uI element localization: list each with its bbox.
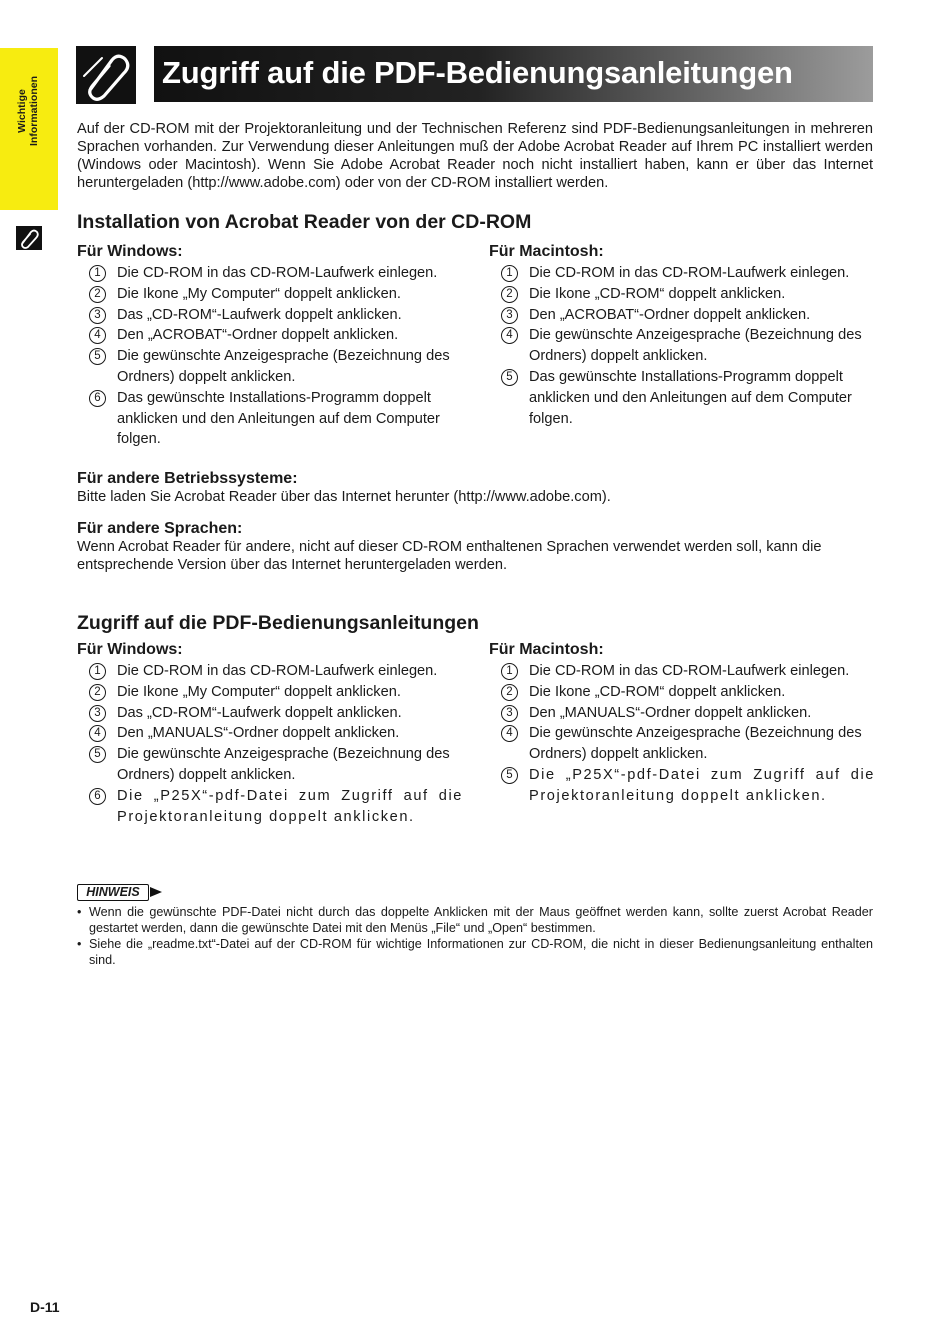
step-number: 4 — [89, 725, 106, 742]
list-item — [77, 263, 463, 284]
step-text: Den „ACROBAT“-Ordner doppelt anklicken. — [117, 327, 399, 344]
other-os-block — [77, 470, 873, 506]
install-mac-heading: Für Macintosh: — [489, 243, 604, 260]
list-item — [77, 723, 463, 744]
step-text: Die Ikone „My Computer“ doppelt anklicken. — [117, 683, 401, 700]
list-item — [77, 744, 463, 786]
list-item — [489, 367, 875, 429]
access-windows-steps — [77, 661, 463, 827]
side-tab — [0, 48, 58, 210]
step-number: 4 — [501, 725, 518, 742]
step-number: 3 — [89, 705, 106, 722]
list-item — [77, 305, 463, 326]
step-number: 1 — [501, 265, 518, 282]
side-tab-label-line1: Wichtige — [16, 89, 28, 133]
other-lang-heading: Für andere Sprachen: — [77, 520, 243, 537]
list-item — [77, 786, 463, 828]
list-item — [489, 263, 875, 284]
list-item — [77, 346, 463, 388]
step-number: 6 — [89, 390, 106, 407]
step-text: Die CD-ROM in das CD-ROM-Laufwerk einlegen. — [117, 663, 438, 679]
list-item — [77, 703, 463, 724]
access-mac-column — [489, 640, 875, 807]
list-item — [77, 682, 463, 703]
other-os-heading: Für andere Betriebssysteme: — [77, 470, 298, 487]
paperclip-icon — [76, 46, 136, 104]
side-tab-label-line2: Informationen — [28, 76, 40, 146]
step-number: 2 — [501, 684, 518, 701]
list-item — [489, 325, 875, 367]
step-text: Die gewünschte Anzeigesprache (Bezeichnung des Ordners) doppelt anklicken. — [529, 327, 862, 365]
other-lang-text: Wenn Acrobat Reader für andere, nicht auf dieser CD-ROM enthaltenen Sprachen verwendet werden soll, kann die entsprechende Version über das Internet heruntergeladen werden. — [77, 539, 822, 573]
hinweis-badge — [77, 884, 163, 901]
access-heading: Zugriff auf die PDF-Bedienungsanleitungen — [77, 612, 479, 634]
list-item — [489, 703, 875, 724]
step-number: 3 — [501, 307, 518, 324]
step-number: 2 — [89, 286, 106, 303]
step-text: Die CD-ROM in das CD-ROM-Laufwerk einlegen. — [529, 663, 850, 679]
other-lang-block — [77, 520, 873, 574]
list-item: • Wenn die gewünschte PDF-Datei nicht durch das doppelte Anklicken mit der Maus geöffnet werden kann, sollte zuerst Acrobat Reader gestartet werden, dann die gewünschte Datei mit den Menüs „File“ und „Open“ bestimmen. — [77, 904, 873, 936]
step-text: Die CD-ROM in das CD-ROM-Laufwerk einlegen. — [529, 265, 850, 281]
access-windows-heading: Für Windows: — [77, 641, 183, 658]
list-item — [489, 661, 875, 682]
step-text: Den „ACROBAT“-Ordner doppelt anklicken. — [529, 306, 811, 323]
access-mac-steps — [489, 661, 875, 807]
step-number: 6 — [89, 788, 106, 805]
list-item — [77, 325, 463, 346]
arrow-right-icon — [150, 887, 162, 897]
title-bar — [154, 46, 873, 102]
hinweis-notes — [77, 904, 873, 968]
step-number: 5 — [89, 348, 106, 365]
step-text: Die gewünschte Anzeigesprache (Bezeichnung des Ordners) doppelt anklicken. — [117, 348, 450, 385]
step-text: Das gewünschte Installations-Programm doppelt anklicken und den Anleitungen auf dem Computer folgen. — [529, 368, 852, 427]
step-number: 3 — [89, 307, 106, 324]
page-number: D-11 — [30, 1299, 60, 1315]
step-text: Das „CD-ROM“-Laufwerk doppelt anklicken. — [117, 704, 402, 721]
step-text: Die CD-ROM in das CD-ROM-Laufwerk einlegen. — [117, 265, 438, 281]
step-number: 1 — [501, 663, 518, 680]
list-item — [77, 284, 463, 305]
list-item — [489, 284, 875, 305]
step-text: Die gewünschte Anzeigesprache (Bezeichnung des Ordners) doppelt anklicken. — [529, 725, 862, 763]
install-windows-column — [77, 242, 463, 450]
step-text: Die „P25X“-pdf-Datei zum Zugriff auf die Projektoranleitung doppelt anklicken. — [529, 766, 875, 804]
step-text: Die gewünschte Anzeigesprache (Bezeichnung des Ordners) doppelt anklicken. — [117, 746, 450, 783]
step-text: Die Ikone „CD-ROM“ doppelt anklicken. — [529, 285, 786, 302]
step-number: 1 — [89, 265, 106, 282]
other-os-text: Bitte laden Sie Acrobat Reader über das Internet herunter (http://www.adobe.com). — [77, 489, 611, 505]
step-text: Den „MANUALS“-Ordner doppelt anklicken. — [117, 725, 400, 742]
step-number: 3 — [501, 705, 518, 722]
step-text: Die Ikone „CD-ROM“ doppelt anklicken. — [529, 683, 786, 700]
access-windows-column — [77, 640, 463, 827]
page-title: Zugriff auf die PDF-Bedienungsanleitungen — [162, 55, 793, 90]
step-number: 2 — [89, 684, 106, 701]
install-mac-steps — [489, 263, 875, 429]
step-number: 5 — [501, 767, 518, 784]
install-windows-heading: Für Windows: — [77, 243, 183, 260]
step-number: 4 — [501, 327, 518, 344]
step-number: 4 — [89, 327, 106, 344]
step-number: 5 — [501, 369, 518, 386]
install-windows-steps — [77, 263, 463, 450]
list-item — [489, 682, 875, 703]
step-text: Das „CD-ROM“-Laufwerk doppelt anklicken. — [117, 306, 402, 323]
side-tab-label — [6, 52, 50, 170]
list-item — [489, 305, 875, 326]
install-heading: Installation von Acrobat Reader von der CD-ROM — [77, 211, 532, 233]
list-item — [77, 661, 463, 682]
list-item — [77, 388, 463, 450]
list-item — [489, 723, 875, 765]
step-number: 2 — [501, 286, 518, 303]
intro-paragraph: Auf der CD-ROM mit der Projektoranleitung und der Technischen Referenz sind PDF-Bedienungsanleitungen in mehreren Sprachen vorhanden. Zur Verwendung dieser Anleitungen muß der Adobe Acrobat Reader auf Ihrem PC installiert werden (Windows oder Macintosh). Wenn Sie Adobe Acrobat Reader noch nicht installiert haben, kann er über das Internet heruntergeladen (http://www.adobe.com) oder von der CD-ROM installiert werden. — [77, 121, 873, 191]
hinweis-label: HINWEIS — [77, 884, 149, 901]
step-number: 1 — [89, 663, 106, 680]
install-mac-column — [489, 242, 875, 429]
step-number: 5 — [89, 746, 106, 763]
step-text: Die Ikone „My Computer“ doppelt anklicken. — [117, 285, 401, 302]
list-item: • Siehe die „readme.txt“-Datei auf der CD-ROM für wichtige Informationen zur CD-ROM, die nicht in dieser Bedienungsanleitung enthalten sind. — [77, 936, 873, 968]
step-text: Den „MANUALS“-Ordner doppelt anklicken. — [529, 704, 812, 721]
paperclip-icon — [16, 226, 42, 250]
step-text: Die „P25X“-pdf-Datei zum Zugriff auf die Projektoranleitung doppelt anklicken. — [117, 787, 463, 825]
step-text: Das gewünschte Installations-Programm doppelt anklicken und den Anleitungen auf dem Computer folgen. — [117, 389, 440, 448]
access-mac-heading: Für Macintosh: — [489, 641, 604, 658]
list-item — [489, 765, 875, 807]
